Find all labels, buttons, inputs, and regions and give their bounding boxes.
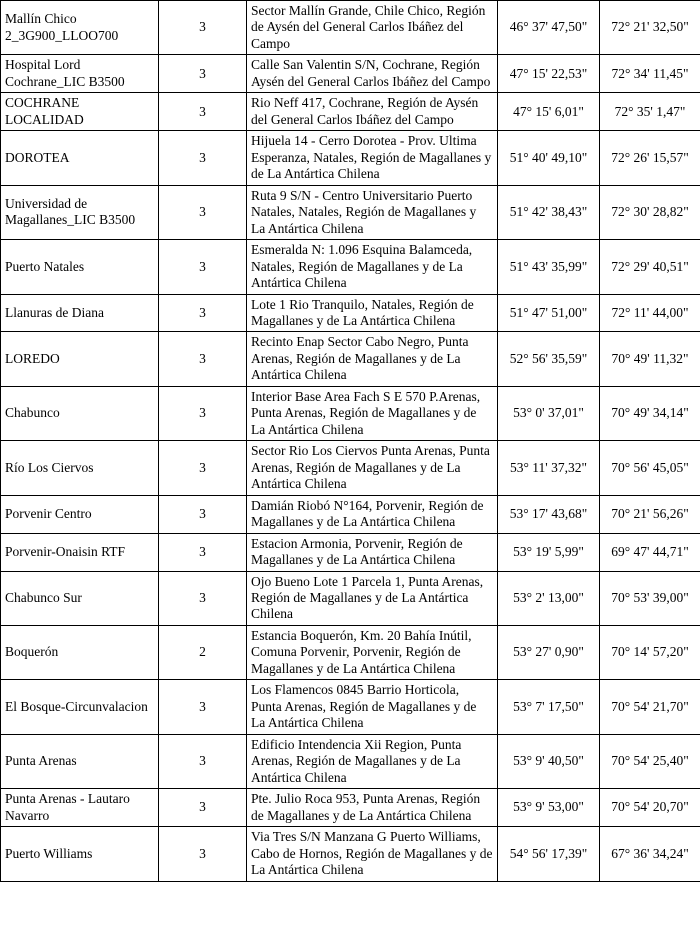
station-name-cell: Puerto Natales <box>1 240 159 294</box>
station-name-cell: COCHRANE LOCALIDAD <box>1 93 159 131</box>
longitude-cell: 69° 47' 44,71" <box>600 533 700 571</box>
station-name-cell: Boquerón <box>1 625 159 679</box>
count-cell: 3 <box>159 294 247 332</box>
longitude-cell: 72° 34' 11,45" <box>600 55 700 93</box>
longitude-cell: 72° 30' 28,82" <box>600 185 700 239</box>
address-cell: Calle San Valentin S/N, Cochrane, Región Aysén del General Carlos Ibáñez del Campo <box>247 55 498 93</box>
longitude-cell: 70° 54' 20,70" <box>600 789 700 827</box>
table-row <box>1 240 700 294</box>
latitude-cell: 53° 27' 0,90" <box>498 625 600 679</box>
table-row <box>1 332 700 386</box>
table-row <box>1 55 700 93</box>
station-name-cell: El Bosque-Circunvalacion <box>1 680 159 734</box>
address-cell: Sector Mallín Grande, Chile Chico, Región de Aysén del General Carlos Ibáñez del Campo <box>247 1 498 55</box>
longitude-cell: 70° 56' 45,05" <box>600 441 700 495</box>
latitude-cell: 53° 0' 37,01" <box>498 386 600 440</box>
station-name-cell: Chabunco Sur <box>1 571 159 625</box>
address-cell: Hijuela 14 - Cerro Dorotea - Prov. Ultima Esperanza, Natales, Región de Magallanes y de La Antártica Chilena <box>247 131 498 185</box>
address-cell: Estacion Armonia, Porvenir, Región de Magallanes y de La Antártica Chilena <box>247 533 498 571</box>
station-name-cell: DOROTEA <box>1 131 159 185</box>
address-cell: Ojo Bueno Lote 1 Parcela 1, Punta Arenas, Región de Magallanes y de La Antártica Chilena <box>247 571 498 625</box>
count-cell: 3 <box>159 734 247 788</box>
count-cell: 3 <box>159 827 247 881</box>
address-cell: Estancia Boquerón, Km. 20 Bahía Inútil, Comuna Porvenir, Porvenir, Región de Magallanes y de La Antártica Chilena <box>247 625 498 679</box>
count-cell: 3 <box>159 495 247 533</box>
latitude-cell: 53° 11' 37,32" <box>498 441 600 495</box>
address-cell: Interior Base Area Fach S E 570 P.Arenas, Punta Arenas, Región de Magallanes y de La Antártica Chilena <box>247 386 498 440</box>
address-cell: Damián Riobó N°164, Porvenir, Región de Magallanes y de La Antártica Chilena <box>247 495 498 533</box>
longitude-cell: 70° 49' 11,32" <box>600 332 700 386</box>
count-cell: 3 <box>159 1 247 55</box>
longitude-cell: 67° 36' 34,24" <box>600 827 700 881</box>
table-row <box>1 571 700 625</box>
latitude-cell: 54° 56' 17,39" <box>498 827 600 881</box>
count-cell: 3 <box>159 386 247 440</box>
latitude-cell: 53° 9' 40,50" <box>498 734 600 788</box>
table-row <box>1 533 700 571</box>
latitude-cell: 53° 9' 53,00" <box>498 789 600 827</box>
table-row <box>1 441 700 495</box>
longitude-cell: 72° 21' 32,50" <box>600 1 700 55</box>
count-cell: 3 <box>159 131 247 185</box>
table-row <box>1 495 700 533</box>
count-cell: 3 <box>159 240 247 294</box>
station-name-cell: Río Los Ciervos <box>1 441 159 495</box>
latitude-cell: 53° 7' 17,50" <box>498 680 600 734</box>
address-cell: Los Flamencos 0845 Barrio Horticola, Punta Arenas, Región de Magallanes y de La Antártica Chilena <box>247 680 498 734</box>
station-name-cell: LOREDO <box>1 332 159 386</box>
station-name-cell: Porvenir Centro <box>1 495 159 533</box>
longitude-cell: 72° 35' 1,47" <box>600 93 700 131</box>
table-row <box>1 294 700 332</box>
count-cell: 3 <box>159 789 247 827</box>
table-row <box>1 131 700 185</box>
station-name-cell: Universidad de Magallanes_LIC B3500 <box>1 185 159 239</box>
count-cell: 3 <box>159 441 247 495</box>
station-name-cell: Punta Arenas - Lautaro Navarro <box>1 789 159 827</box>
address-cell: Lote 1 Rio Tranquilo, Natales, Región de Magallanes y de La Antártica Chilena <box>247 294 498 332</box>
address-cell: Pte. Julio Roca 953, Punta Arenas, Región de Magallanes y de La Antártica Chilena <box>247 789 498 827</box>
latitude-cell: 53° 2' 13,00" <box>498 571 600 625</box>
longitude-cell: 70° 21' 56,26" <box>600 495 700 533</box>
address-cell: Rio Neff 417, Cochrane, Región de Aysén del General Carlos Ibáñez del Campo <box>247 93 498 131</box>
longitude-cell: 70° 54' 25,40" <box>600 734 700 788</box>
count-cell: 3 <box>159 55 247 93</box>
count-cell: 3 <box>159 93 247 131</box>
latitude-cell: 51° 43' 35,99" <box>498 240 600 294</box>
longitude-cell: 70° 49' 34,14" <box>600 386 700 440</box>
count-cell: 3 <box>159 332 247 386</box>
longitude-cell: 72° 11' 44,00" <box>600 294 700 332</box>
longitude-cell: 72° 29' 40,51" <box>600 240 700 294</box>
table-row <box>1 789 700 827</box>
address-cell: Sector Rio Los Ciervos Punta Arenas, Punta Arenas, Región de Magallanes y de La Antártica Chilena <box>247 441 498 495</box>
count-cell: 2 <box>159 625 247 679</box>
station-name-cell: Llanuras de Diana <box>1 294 159 332</box>
latitude-cell: 51° 40' 49,10" <box>498 131 600 185</box>
latitude-cell: 53° 17' 43,68" <box>498 495 600 533</box>
longitude-cell: 70° 54' 21,70" <box>600 680 700 734</box>
latitude-cell: 47° 15' 6,01" <box>498 93 600 131</box>
address-cell: Esmeralda N: 1.096 Esquina Balamceda, Natales, Región de Magallanes y de La Antártica Chilena <box>247 240 498 294</box>
latitude-cell: 53° 19' 5,99" <box>498 533 600 571</box>
count-cell: 3 <box>159 571 247 625</box>
address-cell: Recinto Enap Sector Cabo Negro, Punta Arenas, Región de Magallanes y de La Antártica Chilena <box>247 332 498 386</box>
table-row <box>1 386 700 440</box>
table-row <box>1 93 700 131</box>
table-row <box>1 680 700 734</box>
station-name-cell: Hospital Lord Cochrane_LIC B3500 <box>1 55 159 93</box>
address-cell: Via Tres S/N Manzana G Puerto Williams, Cabo de Hornos, Región de Magallanes y de La Antártica Chilena <box>247 827 498 881</box>
station-name-cell: Puerto Williams <box>1 827 159 881</box>
table-row <box>1 625 700 679</box>
station-name-cell: Mallín Chico 2_3G900_LLOO700 <box>1 1 159 55</box>
table-row <box>1 734 700 788</box>
address-cell: Edificio Intendencia Xii Region, Punta Arenas, Región de Magallanes y de La Antártica Chilena <box>247 734 498 788</box>
longitude-cell: 70° 14' 57,20" <box>600 625 700 679</box>
station-name-cell: Punta Arenas <box>1 734 159 788</box>
latitude-cell: 46° 37' 47,50" <box>498 1 600 55</box>
count-cell: 3 <box>159 533 247 571</box>
latitude-cell: 51° 47' 51,00" <box>498 294 600 332</box>
count-cell: 3 <box>159 680 247 734</box>
latitude-cell: 47° 15' 22,53" <box>498 55 600 93</box>
latitude-cell: 51° 42' 38,43" <box>498 185 600 239</box>
stations-table-body <box>1 1 700 882</box>
table-row <box>1 1 700 55</box>
count-cell: 3 <box>159 185 247 239</box>
longitude-cell: 70° 53' 39,00" <box>600 571 700 625</box>
table-row <box>1 827 700 881</box>
station-name-cell: Chabunco <box>1 386 159 440</box>
station-name-cell: Porvenir-Onaisin RTF <box>1 533 159 571</box>
table-row <box>1 185 700 239</box>
address-cell: Ruta 9 S/N - Centro Universitario Puerto Natales, Natales, Región de Magallanes y La Antártica Chilena <box>247 185 498 239</box>
longitude-cell: 72° 26' 15,57" <box>600 131 700 185</box>
latitude-cell: 52° 56' 35,59" <box>498 332 600 386</box>
